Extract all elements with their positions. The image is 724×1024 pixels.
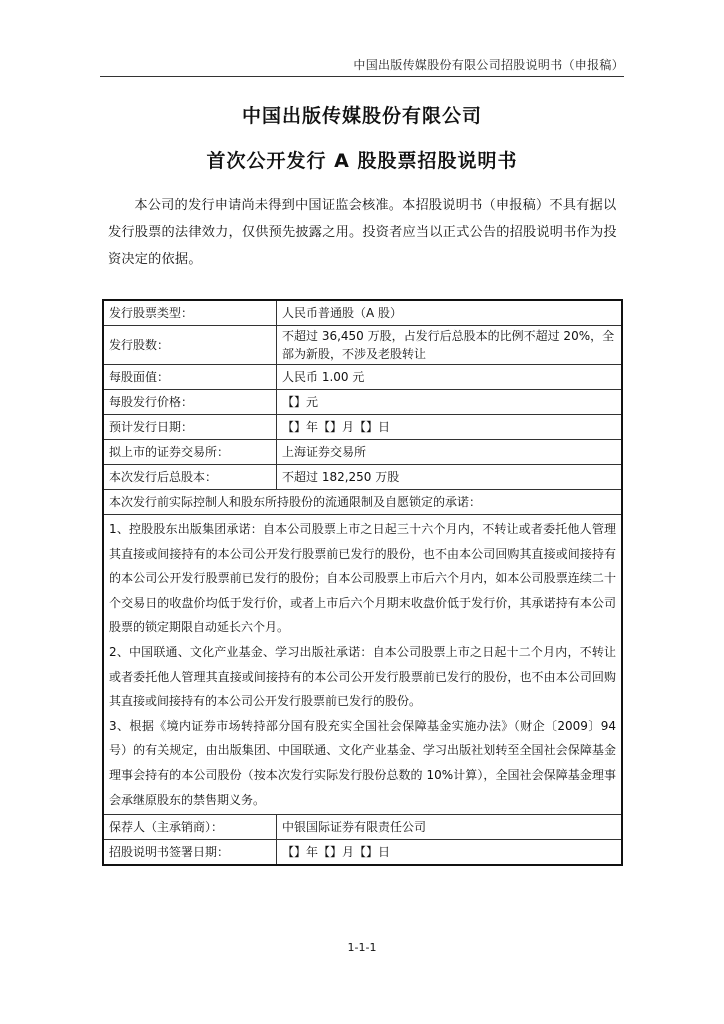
table-row [103,815,622,840]
table-row [103,490,622,515]
row-label: 拟上市的证券交易所： [103,440,277,465]
row-label: 预计发行日期： [103,415,277,440]
running-header: 中国出版传媒股份有限公司招股说明书（申报稿） [100,56,624,77]
table-row [103,390,622,415]
row-value: 人民币 1.00 元 [277,365,623,390]
lockup-item: 2、中国联通、文化产业基金、学习出版社承诺：自本公司股票上市之日起十二个月内，不转让或者委托他人管理其直接或间接持有的本公司公开发行股票前已发行的股份，也不由本公司回购其直接或间接持有的本公司公开发行股票前已发行的股份。 [109,644,616,709]
row-value: 不超过 36,450 万股，占发行后总股本的比例不超过 20%，全部为新股，不涉及老股转让 [277,326,623,365]
row-value: 中银国际证券有限责任公司 [277,815,623,840]
table-row [103,465,622,490]
lockup-heading: 本次发行前实际控制人和股东所持股份的流通限制及自愿锁定的承诺： [103,490,622,515]
row-value: 【】年【】月【】日 [277,840,623,866]
document-title: 首次公开发行 A 股股票招股说明书 [206,150,518,172]
row-value: 上海证券交易所 [277,440,623,465]
row-value: 【】年【】月【】日 [277,415,623,440]
company-name: 中国出版传媒股份有限公司 [241,105,482,127]
row-value: 【】元 [277,390,623,415]
row-label: 保荐人（主承销商）： [103,815,277,840]
table-row [103,440,622,465]
table-row [103,326,622,365]
lockup-item: 3、根据《境内证券市场转持部分国有股充实全国社会保障基金实施办法》（财企〔2009〕94 号）的有关规定，由出版集团、中国联通、文化产业基金、学习出版社划转至全国社会保障基金理事会持有的本公司股份（按本次发行实际发行股份总数的 10%计算），全国社会保障基金理事会承继原股东的禁售期义务。 [109,718,616,807]
row-label: 每股面值： [103,365,277,390]
regulatory-notice: 本公司的发行申请尚未得到中国证监会核准。本招股说明书（申报稿）不具有据以发行股票的法律效力，仅供预先披露之用。投资者应当以正式公告的招股说明书作为投资决定的依据。 [108,198,617,267]
row-value: 人民币普通股（A 股） [277,300,623,326]
table-row [103,365,622,390]
row-label: 招股说明书签署日期： [103,840,277,866]
table-row [103,300,622,326]
table-row [103,840,622,866]
offering-summary-table [102,299,623,866]
table-row [103,515,622,815]
lockup-commitments [103,515,622,815]
row-label: 发行股数： [103,326,277,365]
page-number: 1-1-1 [347,941,377,954]
row-label: 每股发行价格： [103,390,277,415]
table-row [103,415,622,440]
row-label: 发行股票类型： [103,300,277,326]
row-label: 本次发行后总股本： [103,465,277,490]
lockup-item: 1、控股股东出版集团承诺：自本公司股票上市之日起三十六个月内，不转让或者委托他人管理其直接或间接持有的本公司公开发行股票前已发行的股份，也不由本公司回购其直接或间接持有的本公司公开发行股票前已发行的股份；自本公司股票上市后六个月内，如本公司股票连续二十个交易日的收盘价均低于发行价，或者上市后六个月期末收盘价低于发行价，其承诺持有本公司股票的锁定期限自动延长六个月。 [109,522,616,635]
row-value: 不超过 182,250 万股 [277,465,623,490]
